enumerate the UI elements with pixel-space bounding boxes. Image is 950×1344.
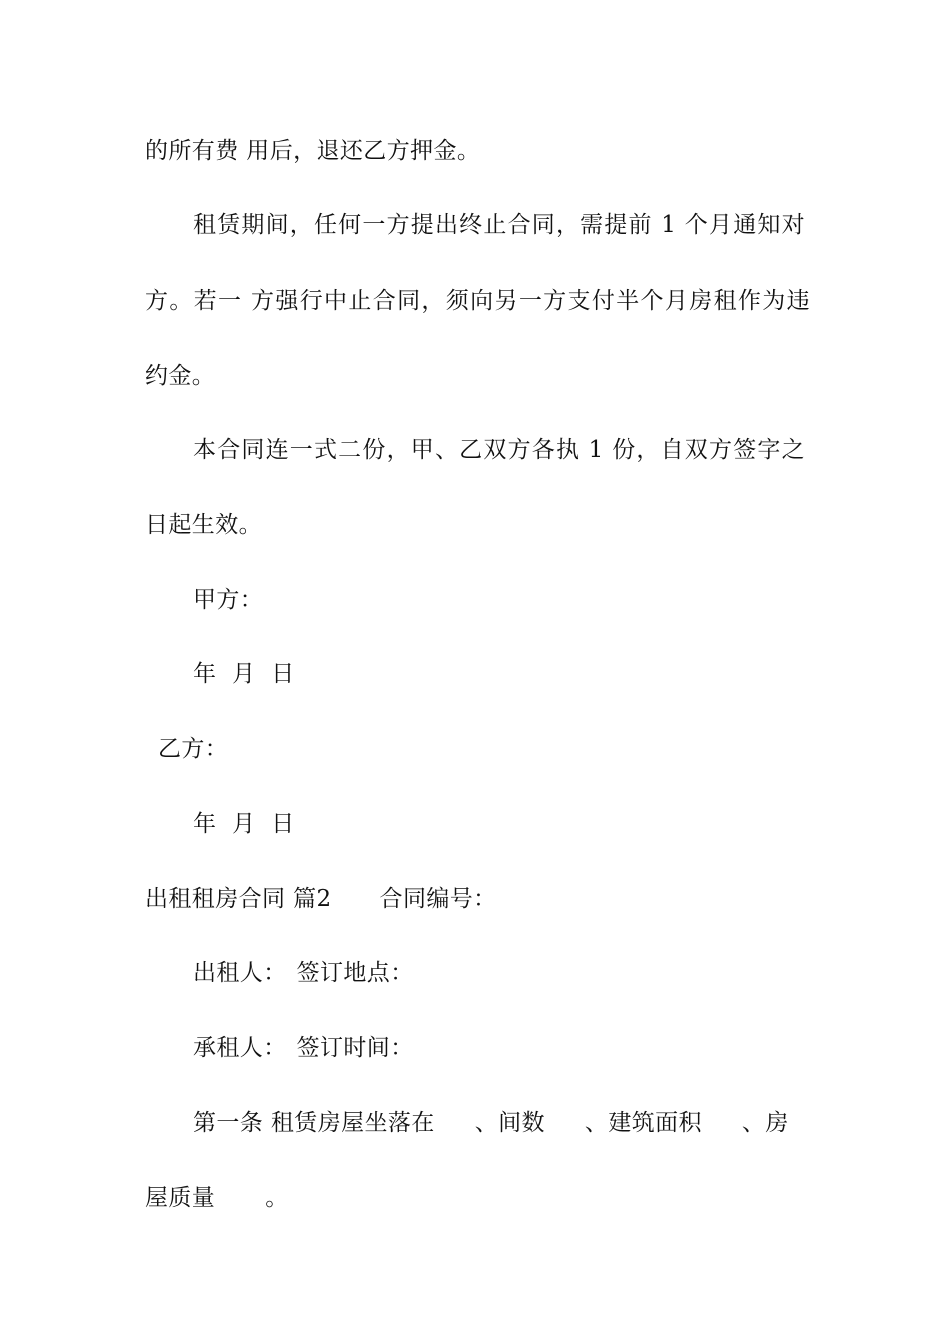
sign-place-label: 签订地点：: [296, 960, 414, 986]
sign-time-label: 签订时间：: [296, 1035, 414, 1061]
text-line-4: 约金。: [145, 363, 216, 389]
article-1-area: 、建筑面积: [584, 1110, 702, 1136]
section-title: 出租租房合同 篇2: [145, 886, 332, 912]
article-1-line: [193, 1109, 858, 1137]
contract-number-label: 合同编号：: [379, 886, 497, 912]
party-b-label: 乙方：: [158, 736, 229, 762]
text-line-6: 日起生效。: [145, 512, 262, 538]
lessor-label: 出租人：: [193, 960, 287, 986]
text-line-1: 的所有费 用后，退还乙方押金。: [145, 138, 481, 164]
party-a-label: 甲方：: [193, 587, 264, 613]
section-heading-line: [145, 885, 810, 913]
party-b-date: 年 月 日: [193, 811, 295, 837]
article-1-end: 。: [265, 1185, 289, 1211]
article-1-continuation: [145, 1184, 810, 1212]
lessee-label: 承租人：: [193, 1035, 287, 1061]
article-1-rooms: 、间数: [474, 1110, 545, 1136]
article-1-lead: 第一条 租赁房屋坐落在: [193, 1110, 435, 1136]
lessor-line: [193, 959, 858, 987]
lessee-line: [193, 1034, 858, 1062]
text-line-2: 租赁期间，任何一方提出终止合同，需提前 1 个月通知对: [193, 212, 805, 238]
party-a-date: 年 月 日: [193, 661, 295, 687]
text-line-3: 方。若一 方强行中止合同，须向另一方支付半个月房租作为违: [145, 288, 810, 314]
text-line-5: 本合同连一式二份，甲、乙双方各执 1 份，自双方签字之: [193, 437, 805, 463]
article-1-house: 、房: [741, 1110, 789, 1136]
article-1-quality: 屋质量: [145, 1185, 216, 1211]
